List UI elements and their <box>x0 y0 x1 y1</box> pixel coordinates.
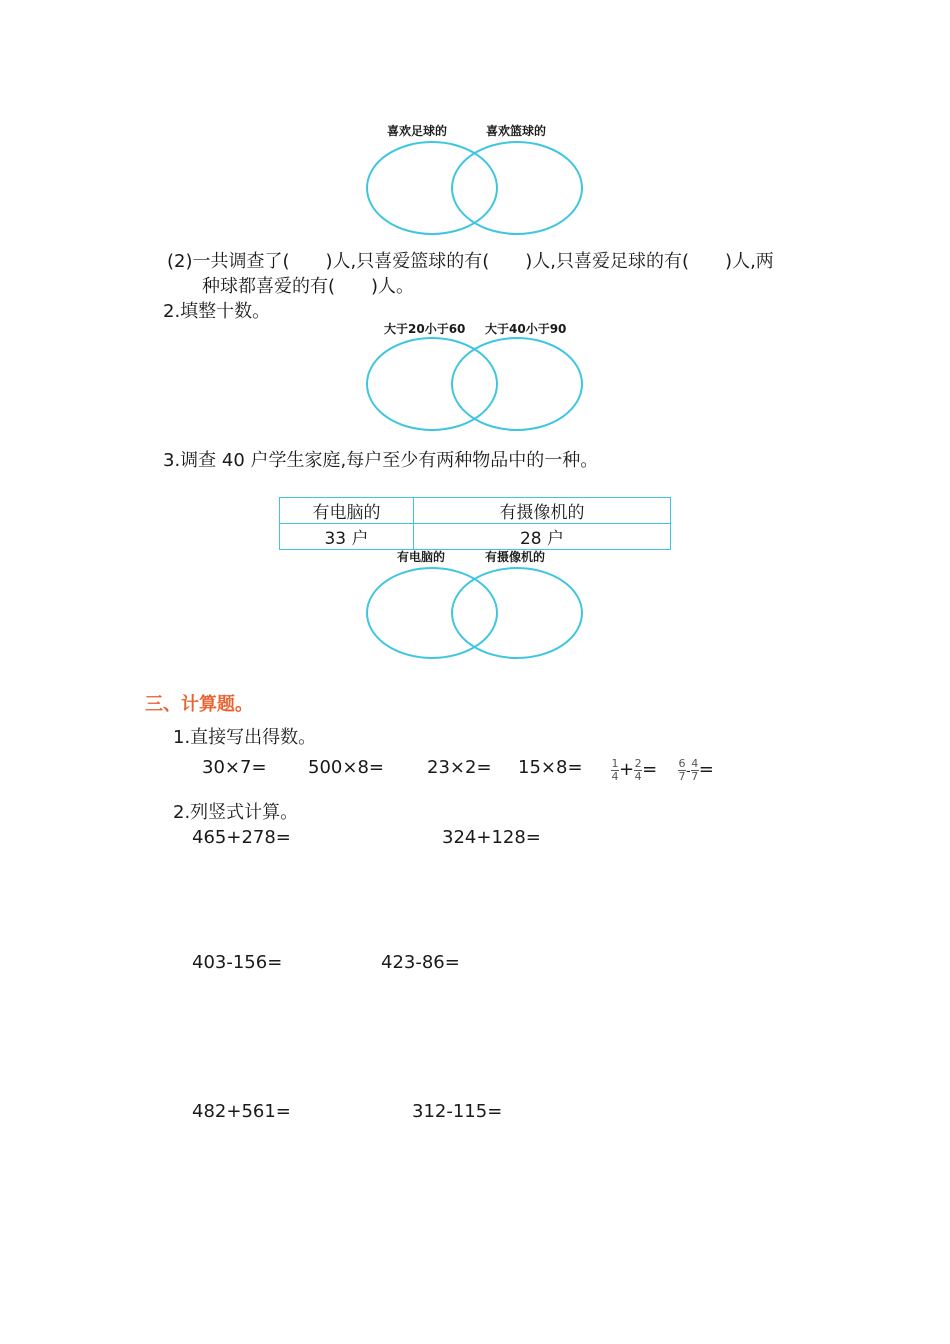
table-header-camera: 有摄像机的 <box>414 498 671 524</box>
question-2-title: 2.填整十数。 <box>163 301 271 322</box>
venn3-right-label: 有摄像机的 <box>485 550 546 564</box>
calc-1-fraction-subtract <box>678 758 714 783</box>
venn3-left-circle <box>367 568 497 658</box>
numerator: 6 <box>678 757 686 770</box>
calc-2-problem-3: 403-156= <box>192 952 283 973</box>
denominator: 7 <box>678 770 686 783</box>
calc-1-item-3: 23×2= <box>427 757 492 778</box>
calc-2-title: 2.列竖式计算。 <box>173 802 299 823</box>
calc-1-item-2: 500×8= <box>308 757 384 778</box>
venn-diagram-computer-camera <box>360 545 590 663</box>
calc-2-problem-4: 423-86= <box>381 952 460 973</box>
venn-diagram-football-basketball <box>360 118 590 240</box>
fraction <box>634 758 642 783</box>
numerator: 4 <box>691 757 699 770</box>
numerator: 2 <box>634 757 642 770</box>
denominator: 4 <box>634 770 642 783</box>
calc-1-item-1: 30×7= <box>202 757 267 778</box>
venn2-left-label: 大于20小于60 <box>384 322 466 336</box>
table-value-computer: 33 户 <box>280 524 414 550</box>
venn-diagram-tens <box>360 316 590 438</box>
survey-table <box>279 497 671 550</box>
calc-2-problem-2: 324+128= <box>442 827 541 848</box>
fraction <box>611 758 619 783</box>
plus-operator: + <box>619 759 635 780</box>
denominator: 7 <box>691 770 699 783</box>
section-heading-calculation: 三、计算题。 <box>145 694 253 715</box>
table-row <box>280 498 671 524</box>
calc-2-problem-5: 482+561= <box>192 1101 291 1122</box>
fraction <box>678 758 686 783</box>
table-header-computer: 有电脑的 <box>280 498 414 524</box>
venn2-right-label: 大于40小于90 <box>485 322 567 336</box>
calc-1-fraction-add <box>611 758 657 783</box>
question-1-2-line1: (2)一共调查了( )人,只喜爱篮球的有( )人,只喜爱足球的有( )人,两 <box>167 251 774 272</box>
calc-2-problem-6: 312-115= <box>412 1101 503 1122</box>
fraction <box>691 758 699 783</box>
calc-2-problem-1: 465+278= <box>192 827 291 848</box>
denominator: 4 <box>611 770 619 783</box>
venn3-left-label: 有电脑的 <box>397 550 446 564</box>
numerator: 1 <box>611 757 619 770</box>
question-1-2-line2: 种球都喜爱的有( )人。 <box>202 276 415 297</box>
calc-1-item-4: 15×8= <box>518 757 583 778</box>
minus-operator: - <box>686 764 691 779</box>
venn2-right-circle <box>452 338 582 430</box>
venn1-right-circle <box>452 142 582 234</box>
venn2-left-circle <box>367 338 497 430</box>
calc-1-title: 1.直接写出得数。 <box>173 727 317 748</box>
venn1-right-label: 喜欢篮球的 <box>486 124 547 138</box>
venn1-left-label: 喜欢足球的 <box>387 124 448 138</box>
venn1-left-circle <box>367 142 497 234</box>
equals-sign: = <box>642 759 658 780</box>
table-value-camera: 28 户 <box>414 524 671 550</box>
equals-sign: = <box>698 759 714 780</box>
venn3-right-circle <box>452 568 582 658</box>
question-3-title: 3.调查 40 户学生家庭,每户至少有两种物品中的一种。 <box>163 450 599 471</box>
